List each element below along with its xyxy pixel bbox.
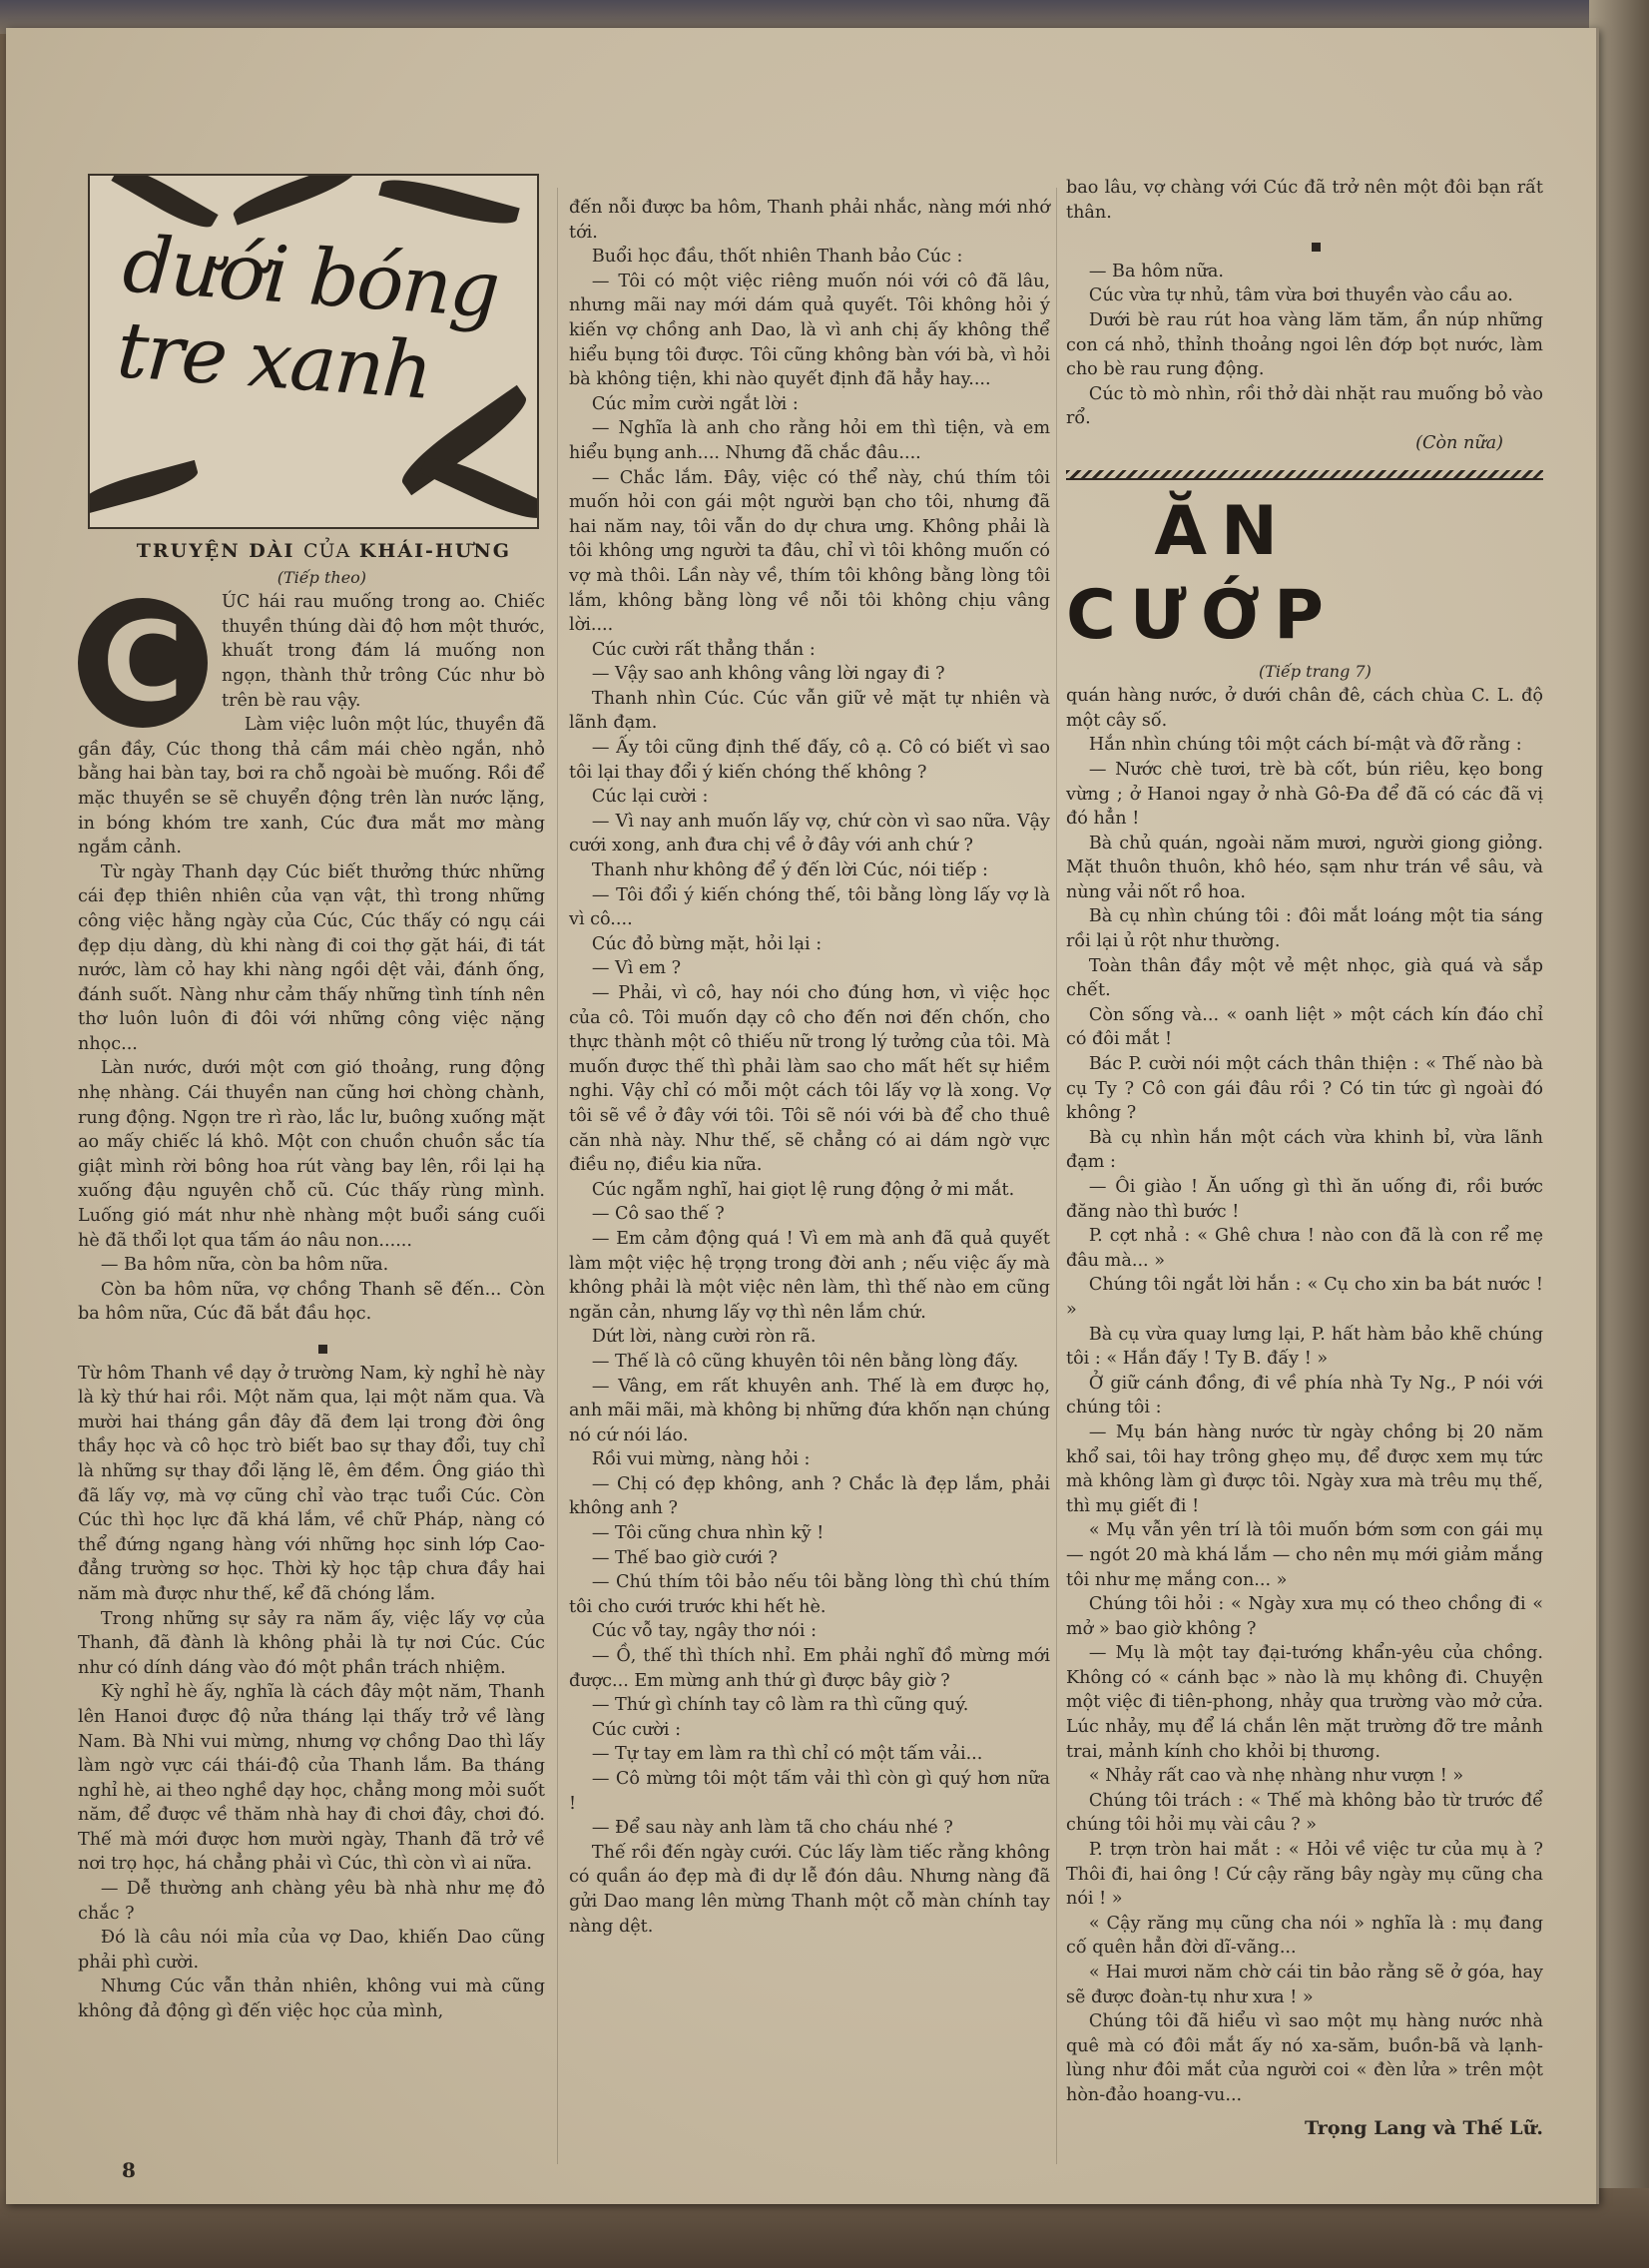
- paragraph: Cúc lại cười :: [591, 787, 709, 808]
- serial-title-line-1: dưới bóng: [120, 220, 501, 336]
- paragraph: « Nhảy rất cao và nhẹ nhàng như vượn ! »: [1088, 1766, 1464, 1787]
- paragraph: Cúc cười :: [591, 1719, 682, 1740]
- paragraph: Bà cụ nhìn hắn một cách vừa khinh bỉ, vừa lãnh đạm :: [1066, 1127, 1543, 1173]
- bamboo-leaf: [420, 449, 539, 528]
- paragraph: Cúc đỏ bừng mặt, hỏi lại :: [591, 933, 823, 954]
- paragraph: Chúng tôi hỏi : « Ngày xưa mụ có theo chồng đi « mở » bao giờ không ?: [1066, 1594, 1543, 1639]
- paragraph: Thanh nhìn Cúc. Cúc vẫn giữ vẻ mặt tự nhiên và lãnh đạm.: [569, 688, 1050, 734]
- paragraph: — Tôi đổi ý kiến chóng thế, tôi bằng lòng lấy vợ là vì cô....: [569, 884, 1050, 930]
- paragraph: P. cợt nhả : « Ghê chưa ! nào con đã là con rể mẹ đâu mà... »: [1066, 1226, 1543, 1271]
- serial-title-illustration: [88, 174, 539, 529]
- page-number: 8: [122, 2158, 136, 2182]
- paragraph: đến nỗi được ba hôm, Thanh phải nhắc, nàng mới nhớ tới.: [569, 198, 1050, 243]
- paragraph: « Mụ vẫn yên trí là tôi muốn bớm sơm con gái mụ — ngót 20 mà khá lắm — cho nên mụ mới giảm mắng tôi như mẹ mắng con... »: [1066, 1520, 1543, 1590]
- serial-title-line-2: tre xanh: [114, 305, 434, 417]
- paragraph: Buổi học đầu, thốt nhiên Thanh bảo Cúc :: [591, 247, 963, 268]
- paragraph: Từ ngày Thanh dạy Cúc biết thưởng thức những cái đẹp thiên nhiên của vạn vật, thì trong những công việc hằng ngày của Cúc, Cúc thấy có ngụ cái đẹp dịu dàng, dù khi nàng đi coi thợ gặt hái, đi tát nước, làm cỏ hay khi nàng ngồi dệt vải, đánh ống, đánh suốt. Nàng như cảm thấy những tình tính nên thơ luôn luôn đi đôi với những công việc nặng nhọc...: [78, 861, 545, 1054]
- paragraph: — Ấy tôi cũng định thế đấy, cô ạ. Cô có biết vì sao tôi lại thay đổi ý kiến chóng thế không ?: [569, 738, 1050, 783]
- paragraph: Cúc ngẫm nghĩ, hai giọt lệ rung động ở mi mắt.: [591, 1179, 1015, 1200]
- bamboo-leaf: [88, 460, 201, 514]
- story-title: ĂN CƯỚP: [1066, 491, 1338, 655]
- paragraph: — Em cảm động quá ! Vì em mà anh đã quả quyết làm một việc hệ trọng trong đời anh ; nếu việc ấy mà không phải là một việc nên làm, thì thế nào em cũng ngăn cản, nhưng lấy vợ thì nên lắm chứ.: [569, 1228, 1050, 1323]
- paragraph: Trong những sự sảy ra năm ấy, việc lấy vợ của Thanh, đã đành là không phải là tự nơi Cúc. Cúc như có dính dáng vào đó một phần trách nhiệm.: [78, 1608, 545, 1678]
- paragraph: — Ba hôm nữa.: [1088, 261, 1225, 282]
- paragraph: — Ồ, thế thì thích nhỉ. Em phải nghĩ đồ mừng mới được... Em mừng anh thứ gì được bây giờ ?: [569, 1646, 1050, 1691]
- paragraph: — Thứ gì chính tay cô làm ra thì cũng quý.: [591, 1695, 969, 1716]
- paragraph: Thanh như không để ý đến lời Cúc, nói tiếp :: [591, 860, 988, 881]
- paragraph: — Tôi cũng chưa nhìn kỹ !: [591, 1523, 824, 1544]
- paragraph: « Cậy răng mụ cũng cha nói » nghĩa là : mụ đang cố quên hẳn đời dĩ-vãng...: [1066, 1913, 1543, 1959]
- paragraph: Thế rồi đến ngày cưới. Cúc lấy làm tiếc rằng không có quần áo đẹp mà đi dự lễ đón dâu. Nhưng nàng đã gửi Dao mang lên mừng Thanh một cỗ màn chính tay nàng dệt.: [569, 1842, 1050, 1937]
- paragraph: — Mụ là một tay đại-tướng khẩn-yêu của chồng. Không có « cánh bạc » nào là mụ không đi. Chuyện một việc đi tiên-phong, nhảy qua trường vào mở cửa. Lúc nhảy, mụ để lá chắn lên mặt trường đỡ tre mảnh trai, mảnh kính cho khỏi bị thương.: [1066, 1643, 1543, 1762]
- paragraph: — Tự tay em làm ra thì chỉ có một tấm vải...: [591, 1744, 983, 1765]
- paragraph: ÚC hái rau muống trong ao. Chiếc thuyền thúng dài độ hơn một thước, khuất trong đám lá muống non ngọn, thành thử trông Cúc như bò trên bè rau vậy.: [222, 592, 545, 711]
- paragraph: Ở giữ cánh đồng, đi về phía nhà Ty Ng., P nói với chúng tôi :: [1066, 1373, 1543, 1418]
- paragraph: — Vậy sao anh không vâng lời ngay đi ?: [591, 664, 945, 685]
- wavy-divider: [1066, 470, 1543, 480]
- paragraph: — Nước chè tươi, trè bà cốt, bún riêu, kẹo bong vừng ; ở Hanoi ngay ở nhà Gô-Đa để đã có các đã vị đó hẳn !: [1066, 759, 1543, 830]
- paragraph: Dứt lời, nàng cười ròn rã.: [591, 1327, 817, 1348]
- serial-column-2: [569, 196, 1050, 1939]
- paragraph: Cúc cười rất thẳng thắn :: [591, 639, 816, 660]
- serial-byline: [78, 539, 545, 564]
- paragraph: Đó là câu nói mỉa của vợ Dao, khiến Dao cũng phải phì cười.: [78, 1928, 545, 1973]
- byline-prefix: TRUYỆN DÀI: [136, 540, 295, 562]
- paragraph: — Ba hôm nữa, còn ba hôm nữa.: [100, 1255, 389, 1276]
- paragraph: — Thế là cô cũng khuyên tôi nên bằng lòng đấy.: [591, 1351, 1019, 1372]
- section-separator: [1066, 235, 1543, 260]
- paragraph: Từ hôm Thanh về dạy ở trường Nam, kỳ nghỉ hè này là kỳ thứ hai rồi. Một năm qua, lại một năm qua. Và mười hai tháng gần đây đã đem lại trong đời ông thầy học và cô học trò biết bao sự thay đổi, tuy chỉ là những sự thay đổi lặng lẽ, êm đềm. Ông giáo thì đã lấy vợ, mà vợ cũng chỉ vào trạc tuổi Cúc. Còn Cúc thì học lực đã khá lắm, về chữ Pháp, nàng có thể đứng ngang hàng với những học sinh lớp Cao-đẳng trường sơ học. Thời kỳ học tập chưa đầy hai năm mà được như thế, kể đã chóng lắm.: [78, 1363, 545, 1604]
- column-divider: [557, 188, 558, 2164]
- paragraph: Bác P. cười nói một cách thân thiện : « Thế nào bà cụ Ty ? Cô con gái đâu rồi ? Có tin tức gì ngoài đó không ?: [1066, 1054, 1543, 1124]
- paragraph: — Chị có đẹp không, anh ? Chắc là đẹp lắm, phải không anh ?: [569, 1473, 1050, 1519]
- byline-author: KHÁI-HƯNG: [358, 540, 511, 562]
- continued-from-note: (Tiếp trang 7): [1258, 661, 1372, 681]
- paragraph: Toàn thân đầy một vẻ mệt nhọc, già quá và sắp chết.: [1066, 955, 1543, 1001]
- paragraph: quán hàng nước, ở dưới chân đê, cách chùa C. L. độ một cây số.: [1066, 686, 1543, 731]
- paragraph: Còn sống và... « oanh liệt » một cách kín đáo chỉ có đôi mắt !: [1066, 1004, 1543, 1050]
- paragraph: — Dễ thường anh chàng yêu bà nhà như mẹ đỏ chắc ?: [78, 1879, 545, 1924]
- paragraph: Nhưng Cúc vẫn thản nhiên, không vui mà cũng không đả động gì đến việc học của mình,: [78, 1977, 545, 2022]
- bamboo-leaf: [378, 174, 519, 232]
- serial-title: [114, 222, 524, 420]
- byline-mid: CỦA: [302, 540, 351, 562]
- paragraph: Dưới bè rau rút hoa vàng lăm tăm, ẩn núp những con cá nhỏ, thỉnh thoảng ngoi lên đớp bọt nước, làm cho bè rau rung động.: [1066, 309, 1543, 380]
- paragraph: — Tôi có một việc riêng muốn nói với cô đã lâu, nhưng mãi nay mới dám quả quyết. Tôi không hỏi ý kiến vợ chồng anh Dao, là vì anh chị ấy không thể hiểu bụng tôi được. Tôi cũng không bàn với bà, vì hỏi bà không tiện, khi nào quyết định đã hẳy hay....: [569, 271, 1050, 390]
- continued-note: (Tiếp theo): [276, 567, 367, 587]
- paragraph: — Thế bao giờ cưới ?: [591, 1547, 778, 1568]
- serial-column-1: [78, 174, 545, 2024]
- paragraph: — Chắc lắm. Đây, việc có thể này, chú thím tôi muốn hỏi con gái một người bạn cho tôi, nhưng đã hai năm nay, tôi vẫn do dự chưa ưng. Không phải là tôi không ưng người ta đâu, chỉ vì tôi không muốn có vợ mà thôi. Lần này về, thím tôi không bằng lòng tôi lắm, không bằng lòng về nỗi tôi không chịu vâng lời....: [569, 467, 1050, 636]
- paragraph: Hắn nhìn chúng tôi một cách bí-mật và đỡ rằng :: [1088, 735, 1522, 756]
- story-signature: Trọng Lang và Thế Lữ.: [1305, 2116, 1543, 2139]
- drop-cap: C: [78, 598, 208, 728]
- paragraph: — Vì nay anh muốn lấy vợ, chứ còn vì sao nữa. Vậy cưới xong, anh đưa chị về ở đây với anh chứ ?: [569, 811, 1050, 856]
- paragraph: — Vâng, em rất khuyên anh. Thế là em được họ, anh mãi mãi, mà không bị những đứa khốn nạn chúng nó cứ nói láo.: [569, 1376, 1050, 1445]
- newspaper-page: [6, 28, 1599, 2204]
- paragraph: Bà chủ quán, ngoài năm mươi, người giong giỏng. Mặt thuôn thuôn, khô héo, sạm như trán về sâu, và nùng vải nốt rồ hoa.: [1066, 833, 1543, 902]
- paragraph: — Phải, vì cô, hay nói cho đúng hơn, vì việc học của cô. Tôi muốn dạy cô cho đến nơi đến chốn, cho thực thành một cô thiếu nữ trong lý tưởng của tôi. Mà muốn được thế thì phải làm sao cho mất hết sự hiềm nghi. Vậy chỉ có mỗi một cách tôi lấy vợ là xong. Vợ tôi sẽ về ở đây với tôi. Tôi sẽ nói với bà để cho thuê căn nhà này. Như thế, sẽ chẳng có ai dám ngờ vực điều nọ, điều kia nữa.: [569, 983, 1050, 1176]
- paragraph: — Vì em ?: [591, 958, 682, 979]
- column-divider: [1056, 188, 1057, 2164]
- paragraph: Còn ba hôm nữa, vợ chồng Thanh sẽ đến... Còn ba hôm nữa, Cúc đã bắt đầu học.: [78, 1279, 545, 1325]
- paragraph: — Để sau này anh làm tã cho cháu nhé ?: [591, 1818, 953, 1839]
- paragraph: Bà cụ vừa quay lưng lại, P. hất hàm bảo khẽ chúng tôi : « Hắn đấy ! Ty B. đấy ! »: [1066, 1324, 1543, 1370]
- paragraph: Cúc vỗ tay, ngây thơ nói :: [591, 1621, 818, 1642]
- paragraph: Chúng tôi trách : « Thế mà không bảo từ trước để chúng tôi hỏi mụ vài câu ? »: [1066, 1790, 1543, 1836]
- paragraph: Cúc tò mò nhìn, rồi thở dài nhặt rau muống bỏ vào rổ.: [1066, 383, 1543, 429]
- paragraph: — Ôi giào ! Ăn uống gì thì ăn uống đi, rồi bước đăng nào thì bước !: [1066, 1177, 1543, 1222]
- paragraph: Bà cụ nhìn chúng tôi : đôi mắt loáng một tia sáng rồi lại ủ rột như thường.: [1066, 906, 1543, 952]
- to-be-continued-note: (Còn nữa): [1415, 432, 1503, 453]
- paragraph: Cúc mỉm cười ngắt lời :: [591, 393, 799, 414]
- bamboo-leaf: [230, 174, 359, 226]
- paragraph: — Cô mừng tôi một tấm vải thì còn gì quý hơn nữa !: [569, 1769, 1050, 1814]
- paragraph: Rồi vui mừng, nàng hỏi :: [591, 1449, 811, 1470]
- paragraph: « Hai mươi năm chờ cái tin bảo rằng sẽ ở góa, hay sẽ được đoàn-tụ như xưa ! »: [1066, 1963, 1543, 2007]
- paragraph: — Cô sao thế ?: [591, 1204, 725, 1225]
- paragraph: Chúng tôi ngắt lời hắn : « Cụ cho xin ba bát nước ! »: [1066, 1275, 1543, 1320]
- paragraph: — Mụ bán hàng nước từ ngày chồng bị 20 năm khổ sai, tôi hay trông ghẹo mụ, để được xem mụ tức mà không làm gì được tôi. Ngày xưa mà trêu mụ thế, thì mụ giết đi !: [1066, 1421, 1543, 1516]
- paragraph: Làn nước, dưới một cơn gió thoảng, rung động nhẹ nhàng. Cái thuyền nan cũng hơi chòng chành, rung động. Ngọn tre rì rào, lắc lư, buông xuống mặt ao mấy chiếc lá khô. Một con chuồn chuồn sắc tía giật mình rời bông hoa rút vàng bay lên, rồi lại hạ xuống đậu nguyên chỗ cũ. Cúc thấy rùng mình. Luống gió mát như nhè nhàng một buổi sáng cuối hè đã thổi lọt qua tấm áo nâu non......: [78, 1058, 545, 1251]
- section-separator: [78, 1337, 545, 1362]
- paragraph: — Chú thím tôi bảo nếu tôi bằng lòng thì chú thím tôi cho cưới trước khi hết hè.: [569, 1572, 1050, 1617]
- paragraph: bao lâu, vợ chàng với Cúc đã trở nên một đôi bạn rất thân.: [1066, 178, 1543, 223]
- paragraph: — Nghĩa là anh cho rằng hỏi em thì tiện, và em hiểu bụng anh.... Nhưng đã chắc đâu....: [569, 418, 1050, 463]
- column-3: [1066, 176, 1543, 2140]
- paragraph: P. trợn tròn hai mắt : « Hỏi về việc tư của mụ à ? Thôi đi, hai ông ! Cứ cậy răng bây ngày mụ cũng cha nói ! »: [1066, 1840, 1543, 1910]
- paragraph: Làm việc luôn một lúc, thuyền đã gần đầy, Cúc thong thả cầm mái chèo ngắn, nhỏ bằng hai bàn tay, bơi ra chỗ ngoài bè muống. Rồi để mặc thuyền se sẽ chuyển động trên làn nước lặng, in bóng khóm tre xanh, Cúc đưa mắt mơ màng ngắm cảnh.: [78, 715, 545, 858]
- paragraph: Kỳ nghỉ hè ấy, nghĩa là cách đây một năm, Thanh lên Hanoi được độ nửa tháng lại thấy trở về làng Nam. Bà Nhi vui mừng, nhưng vợ chồng Dao thì lấy làm ngờ vực cái thái-độ của Thanh lắm. Ba tháng nghỉ hè, ai theo nghề dạy học, chẳng mong mỏi suốt năm, để được về thăm nhà hay đi chơi đây, chơi đó. Thế mà mới được hơn mười ngày, Thanh đã trở về nơi trọ học, há chẳng phải vì Cúc, thì còn vì ai nữa.: [78, 1682, 545, 1875]
- paragraph: Cúc vừa tự nhủ, tâm vừa bơi thuyền vào cầu ao.: [1088, 285, 1513, 306]
- paragraph: Chúng tôi đã hiểu vì sao một mụ hàng nước nhà quê mà có đôi mắt ấy nó xa-săm, buồn-bã và lạnh-lùng như đôi mắt của người coi « đèn lửa » trên một hòn-đảo hoang-vu...: [1066, 2011, 1543, 2105]
